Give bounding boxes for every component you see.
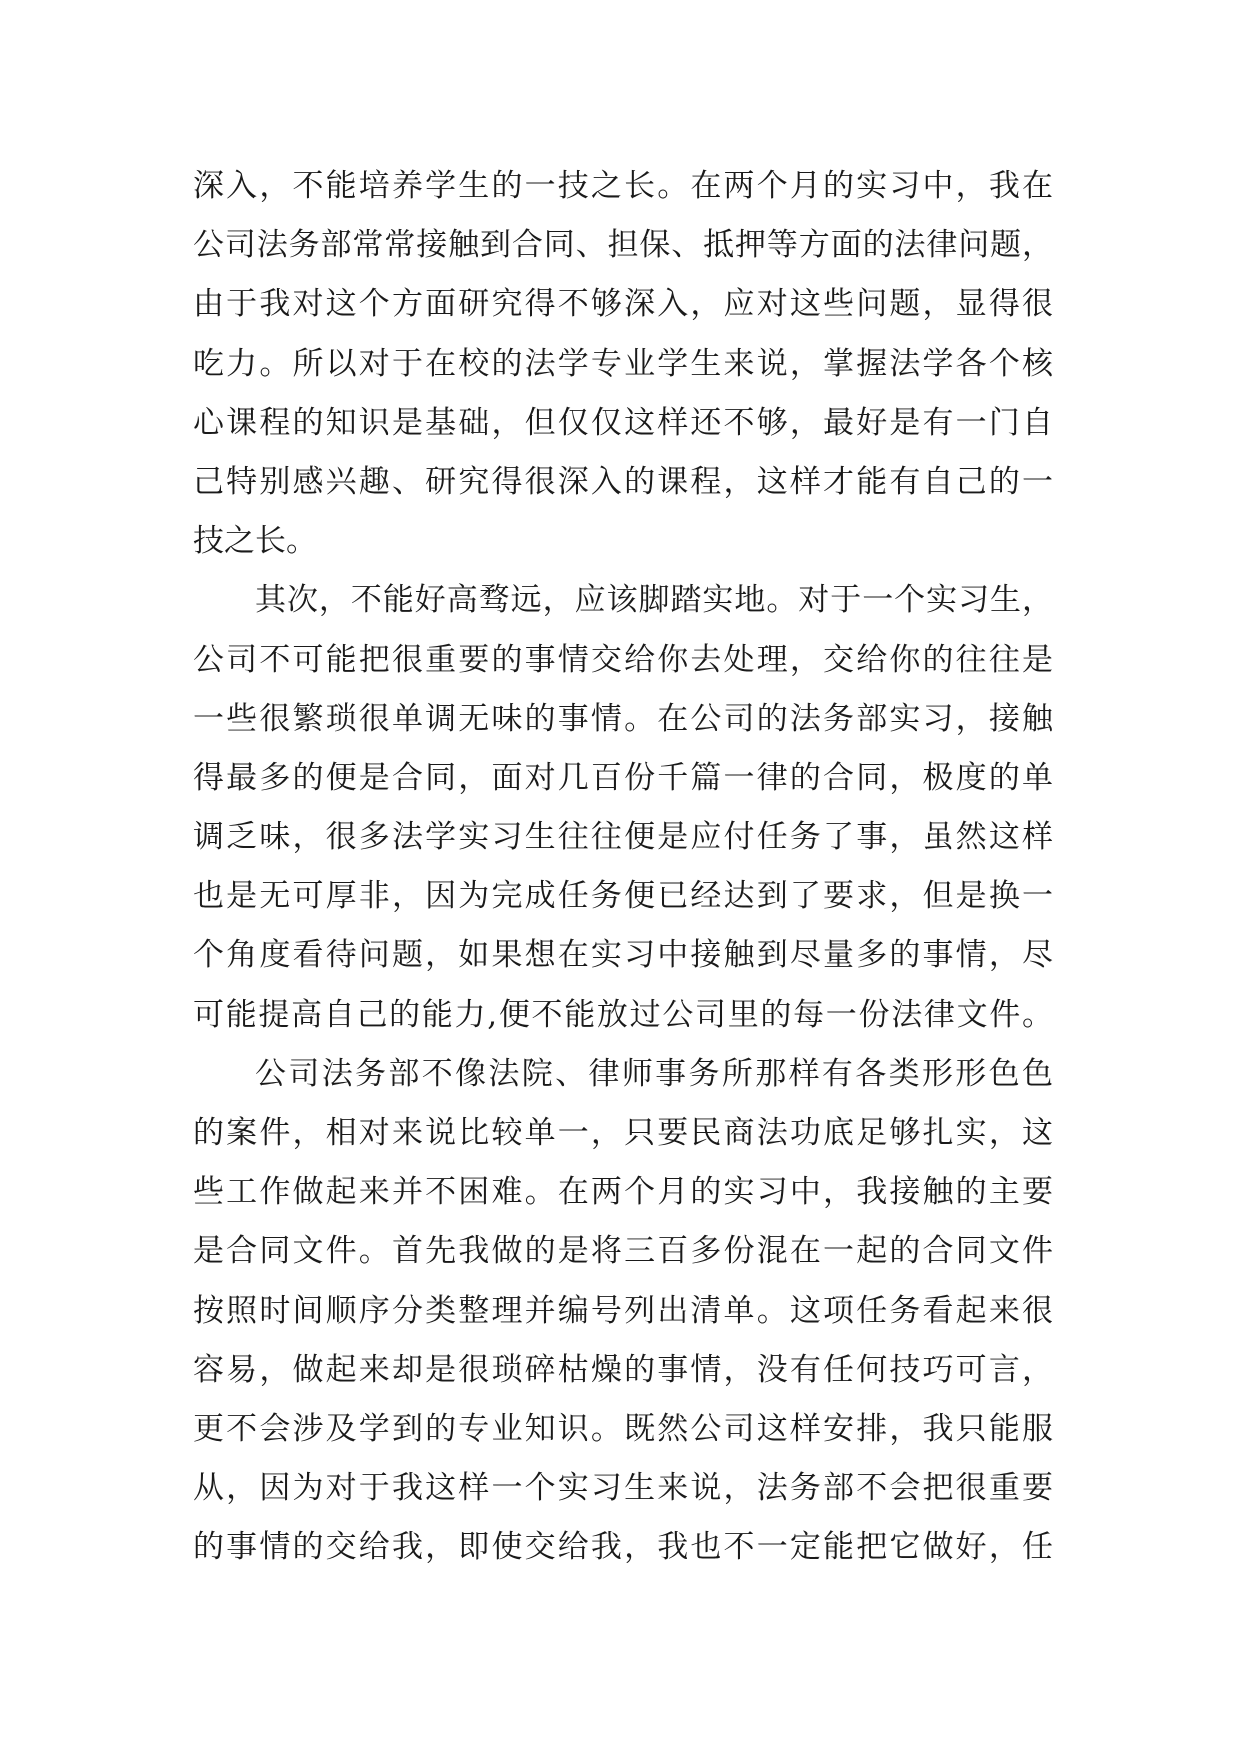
text-line: 容易，做起来却是很琐碎枯燥的事情，没有任何技巧可言， — [193, 1351, 1053, 1388]
text-line: 些工作做起来并不困难。在两个月的实习中，我接触的主要 — [193, 1174, 1053, 1211]
text-line: 一些很繁琐很单调无味的事情。在公司的法务部实习，接触 — [193, 700, 1053, 737]
paragraph-first-line: 公司法务部不像法院、律师事务所那样有各类形形色色 — [255, 1055, 1053, 1092]
text-line: 更不会涉及学到的专业知识。既然公司这样安排，我只能服 — [193, 1410, 1053, 1447]
text-line: 也是无可厚非，因为完成任务便已经达到了要求，但是换一 — [193, 878, 1053, 915]
text-line: 的案件，相对来说比较单一，只要民商法功底足够扎实，这 — [193, 1115, 1053, 1151]
text-line: 深入，不能培养学生的一技之长。在两个月的实习中，我在 — [193, 168, 1053, 204]
text-line: 由于我对这个方面研究得不够深入，应对这些问题，显得很 — [193, 286, 1053, 323]
text-line: 公司不可能把很重要的事情交给你去处理，交给你的往往是 — [193, 641, 1053, 678]
text-line: 吃力。所以对于在校的法学专业学生来说，掌握法学各个核 — [193, 345, 1053, 382]
text-line: 得最多的便是合同，面对几百份千篇一律的合同，极度的单 — [193, 759, 1053, 796]
text-line: 心课程的知识是基础，但仅仅这样还不够，最好是有一门自 — [193, 404, 1053, 441]
text-line: 是合同文件。首先我做的是将三百多份混在一起的合同文件 — [193, 1233, 1053, 1270]
text-line: 可能提高自己的能力,便不能放过公司里的每一份法律文件。 — [193, 996, 1053, 1033]
text-line: 从，因为对于我这样一个实习生来说，法务部不会把很重要 — [193, 1470, 1053, 1507]
text-line: 个角度看待问题，如果想在实习中接触到尽量多的事情，尽 — [193, 937, 1053, 974]
body-text — [193, 157, 1053, 1578]
text-line: 己特别感兴趣、研究得很深入的课程，这样才能有自己的一 — [193, 463, 1053, 500]
text-line: 公司法务部常常接触到合同、担保、抵押等方面的法律问题， — [193, 227, 1053, 264]
text-line: 技之长。 — [193, 523, 317, 560]
text-line: 的事情的交给我，即使交给我，我也不一定能把它做好，任 — [193, 1529, 1053, 1566]
text-line: 按照时间顺序分类整理并编号列出清单。这项任务看起来很 — [193, 1292, 1053, 1329]
paragraph-first-line: 其次，不能好高骛远，应该脚踏实地。对于一个实习生， — [255, 582, 1053, 619]
text-line: 调乏味，很多法学实习生往往便是应付任务了事，虽然这样 — [193, 819, 1053, 856]
